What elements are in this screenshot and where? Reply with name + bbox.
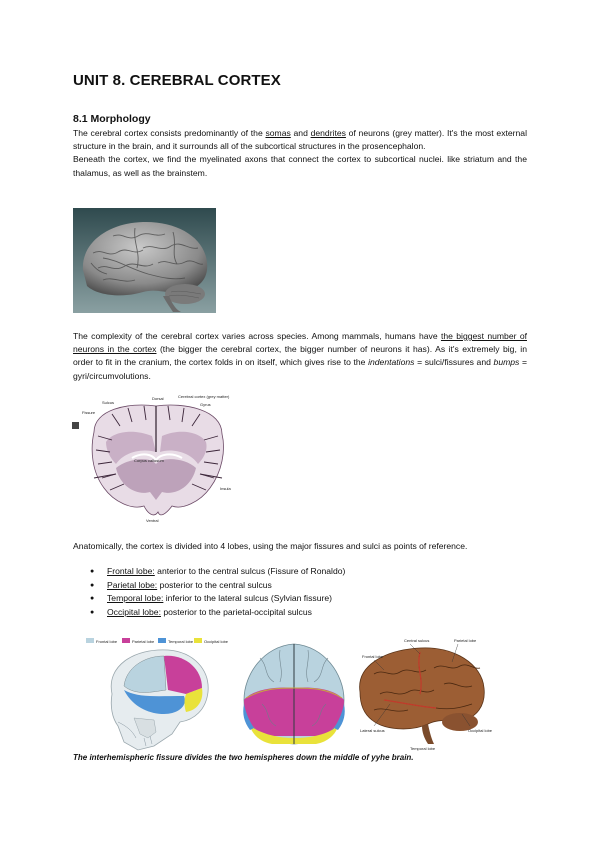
lobe-legend [86,638,229,644]
legend-swatch-temporal [158,638,166,643]
legend-parietal: Parietal lobe [132,639,155,644]
label-ventral: Ventral [146,518,159,523]
legend-frontal: Frontal lobe [96,639,118,644]
label-fissure: Fissure [82,410,96,415]
label-frontal-lobe: Frontal lobe [362,654,384,659]
biggest-number-term: the biggest number of neurons in the cortex [73,331,527,355]
label-central-sulcus: Central sulcus [404,638,430,643]
brain-photo [73,208,216,313]
dendrites-term: dendrites [310,128,346,138]
list-item: ● Occipital lobe: posterior to the parietal-occipital sulcus [90,606,345,620]
label-sulcus: Sulcus [102,400,115,405]
skull-lobes-illustration [111,650,208,750]
label-gyrus: Gyrus [200,402,211,407]
paragraph-morphology: The cerebral cortex consists predominantly of the somas and dendrites of neurons (grey matter). It's the most external structure in the brain, and it surrounds all of the subcortical structures in the prosencephalon. Beneath the cortex, we find the myelinated axons that connect the cortex to subcortical nuclei. like striatum and the thalamus, as well as the brainstem. [73,128,527,178]
label-insula: Insula [220,486,231,491]
coronal-section-figure [72,392,244,524]
lateral-brain-photo [360,638,493,751]
figure-caption: The interhemispheric fissure divides the two hemispheres down the middle of yyhe brain. [73,753,414,762]
legend-temporal: Temporal lobe [168,639,194,644]
legend-swatch-frontal [86,638,94,643]
label-lateral-sulcus: Lateral sulcus [360,728,385,733]
section-heading: 8.1 Morphology [73,113,151,125]
label-parietal-lobe: Parietal lobe [454,638,477,643]
lobes-list [90,565,345,619]
scale-marker [72,422,79,429]
unit-title: UNIT 8. CEREBRAL CORTEX [73,72,281,89]
legend-swatch-occipital [194,638,202,643]
label-dorsal: Dorsal [152,396,164,401]
legend-occipital: Occipital lobe [204,639,229,644]
somas-term: somas [265,128,291,138]
legend-swatch-parietal [122,638,130,643]
list-item: ● Temporal lobe: inferior to the lateral sulcus (Sylvian fissure) [90,592,345,606]
paragraph-complexity: The complexity of the cerebral cortex varies across species. Among mammals, humans have the biggest number of neurons in the cortex (the bigger the cerebral cortex, the bigger number of neurons it has). As it's extremely big, in order to fit in the cranium, the cortex folds in on itself, which gives rise to the indentations = sulci/fissures and bumps = gyri/circumvolutions. [73,331,527,381]
label-white-matter: Corpus callosum [134,458,164,463]
lobes-figures [84,634,506,752]
label-temporal-lobe: Temporal lobe [410,746,436,751]
list-item: ● Frontal lobe: anterior to the central sulcus (Fissure of Ronaldo) [90,565,345,579]
top-view-lobes-illustration [243,644,345,744]
label-occipital-lobe: Occipital lobe [468,728,493,733]
paragraph-lobes-intro: Anatomically, the cortex is divided into 4 lobes, using the major fissures and sulci as points of reference. [73,541,468,551]
label-cerebral-cortex: Cerebral cortex (grey matter) [178,394,230,399]
list-item: ● Parietal lobe: posterior to the central sulcus [90,579,345,593]
